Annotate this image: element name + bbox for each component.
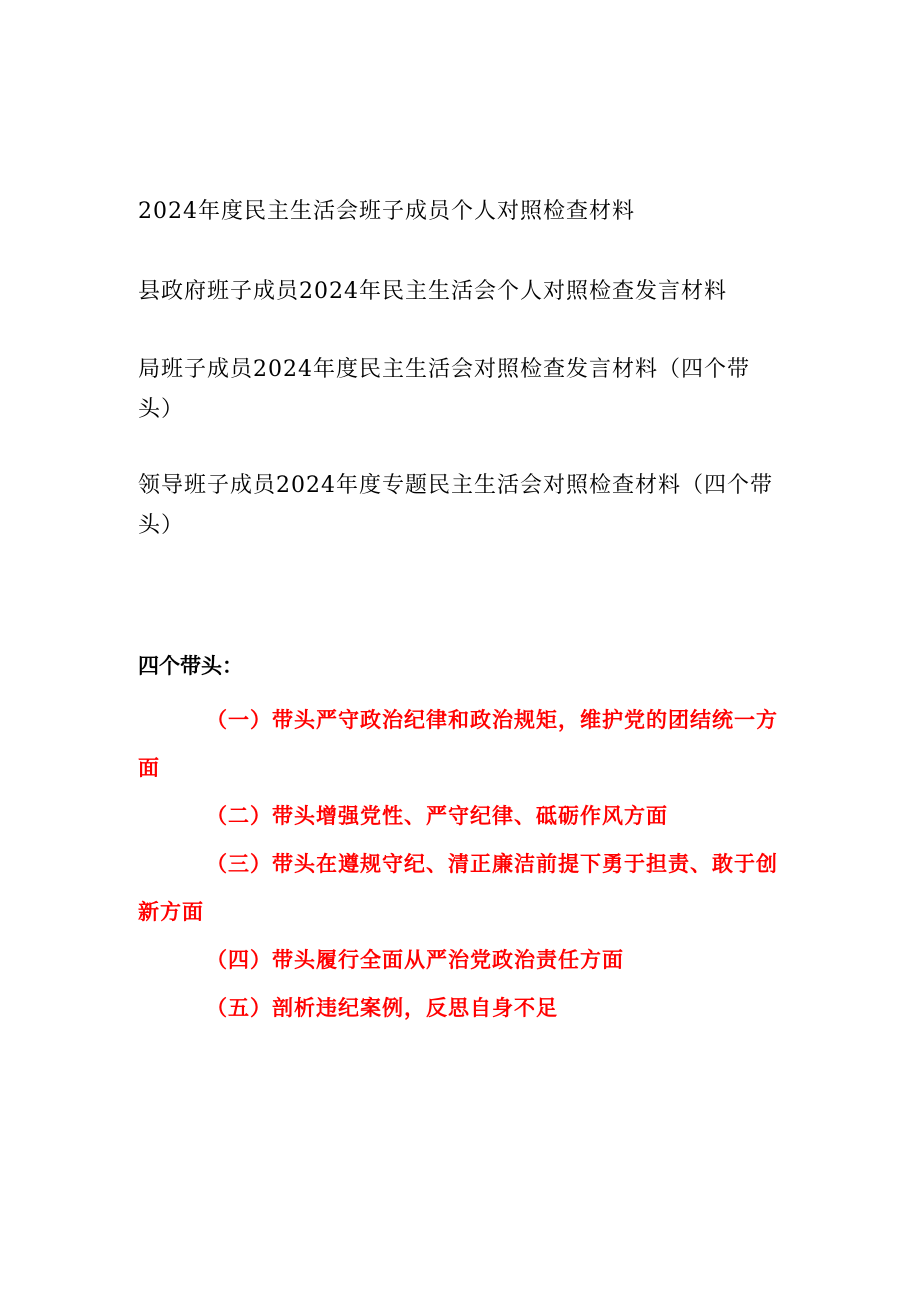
title-item-2: 县政府班子成员2024年民主生活会个人对照检查发言材料: [138, 279, 727, 304]
title-item-1: 2024年度民主生活会班子成员个人对照检查材料: [138, 199, 635, 224]
four-leads-section: [138, 646, 788, 1020]
section-point-5: （五）剖析违纪案例，反思自身不足: [206, 996, 558, 1020]
section-point-1: （一）带头严守政治纪律和政治规矩，维护党的团结统一方面: [138, 708, 778, 780]
title-item-4: 领导班子成员2024年度专题民主生活会对照检查材料（四个带头）: [138, 473, 773, 538]
section-point-4: （四）带头履行全面从严治党政治责任方面: [206, 948, 624, 972]
title-item-3: 局班子成员2024年度民主生活会对照检查发言材料（四个带头）: [138, 357, 750, 422]
section-point-2: （二）带头增强党性、严守纪律、砥砺作风方面: [206, 804, 668, 828]
section-heading: 四个带头：: [138, 654, 243, 678]
section-point-3: （三）带头在遵规守纪、清正廉洁前提下勇于担责、敢于创新方面: [138, 852, 778, 924]
